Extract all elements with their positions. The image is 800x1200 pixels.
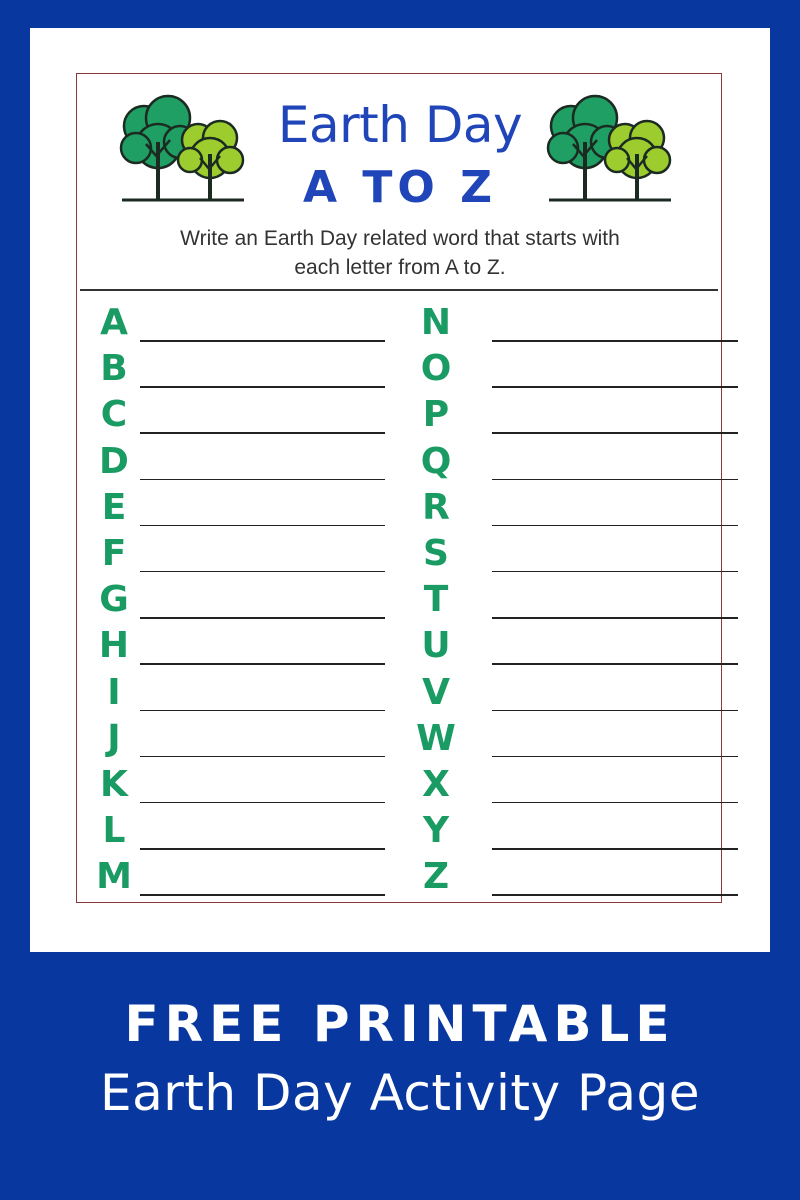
letters-column-left <box>88 300 418 900</box>
answer-row <box>410 716 740 762</box>
row-letter: B <box>100 348 128 390</box>
answer-row <box>88 577 418 623</box>
row-letter: I <box>107 671 121 713</box>
answer-blank-line[interactable] <box>140 848 385 850</box>
row-letter: F <box>101 532 127 574</box>
row-letter: P <box>422 394 450 436</box>
row-letter: O <box>420 348 452 390</box>
row-letter: R <box>422 486 450 528</box>
row-letter: G <box>99 579 129 621</box>
instructions-line: Write an Earth Day related word that starts with <box>180 227 620 250</box>
row-letter: L <box>102 810 126 852</box>
answer-row <box>88 439 418 485</box>
answer-blank-line[interactable] <box>140 479 385 481</box>
answer-row <box>88 392 418 438</box>
answer-row <box>88 854 418 900</box>
answer-blank-line[interactable] <box>492 525 738 527</box>
row-letter: X <box>422 763 450 805</box>
answer-row <box>410 577 740 623</box>
answer-blank-line[interactable] <box>140 894 385 896</box>
answer-row <box>410 300 740 346</box>
answer-blank-line[interactable] <box>492 340 738 342</box>
answer-row <box>410 762 740 808</box>
row-letter: Z <box>422 856 450 898</box>
answer-blank-line[interactable] <box>140 340 385 342</box>
answer-blank-line[interactable] <box>140 571 385 573</box>
row-letter: A <box>100 302 128 343</box>
answer-blank-line[interactable] <box>140 756 385 758</box>
row-letter: Y <box>422 810 450 852</box>
answer-row <box>88 531 418 577</box>
answer-blank-line[interactable] <box>492 663 738 665</box>
answer-blank-line[interactable] <box>140 617 385 619</box>
row-letter: U <box>421 625 451 667</box>
footer-headline: FREE PRINTABLE <box>124 995 676 1053</box>
answer-row <box>88 300 418 346</box>
row-letter: D <box>99 440 129 482</box>
answer-row <box>410 808 740 854</box>
answer-row <box>88 623 418 669</box>
answer-blank-line[interactable] <box>492 432 738 434</box>
row-letter: W <box>416 717 456 759</box>
instructions-line: each letter from A to Z. <box>294 256 506 279</box>
answer-row <box>410 392 740 438</box>
answer-blank-line[interactable] <box>492 894 738 896</box>
answer-blank-line[interactable] <box>492 756 738 758</box>
worksheet-title: Earth Day <box>277 96 523 154</box>
worksheet-subtitle: A TO Z <box>302 162 497 213</box>
row-letter: H <box>98 625 130 667</box>
row-letter: N <box>420 302 452 343</box>
answer-blank-line[interactable] <box>492 571 738 573</box>
answer-row <box>410 531 740 577</box>
row-letter: V <box>422 671 450 713</box>
answer-blank-line[interactable] <box>492 479 738 481</box>
row-letter: S <box>423 532 449 574</box>
answer-blank-line[interactable] <box>492 386 738 388</box>
answer-blank-line[interactable] <box>492 617 738 619</box>
worksheet-page <box>30 28 770 952</box>
answer-row <box>88 485 418 531</box>
answer-row <box>410 670 740 716</box>
worksheet-instructions <box>30 224 770 282</box>
answer-blank-line[interactable] <box>140 663 385 665</box>
answer-row <box>88 346 418 392</box>
row-letter: Q <box>420 440 452 482</box>
footer-subheadline: Earth Day Activity Page <box>99 1064 701 1122</box>
answer-blank-line[interactable] <box>140 802 385 804</box>
answer-row <box>88 762 418 808</box>
answer-row <box>88 808 418 854</box>
answer-row <box>410 854 740 900</box>
answer-row <box>88 670 418 716</box>
answer-blank-line[interactable] <box>140 525 385 527</box>
row-letter: C <box>100 394 128 436</box>
answer-row <box>410 623 740 669</box>
answer-row <box>410 346 740 392</box>
answer-row <box>410 485 740 531</box>
divider <box>80 289 718 291</box>
row-letter: J <box>107 717 121 759</box>
row-letter: T <box>423 579 449 621</box>
answer-blank-line[interactable] <box>140 386 385 388</box>
answer-blank-line[interactable] <box>140 710 385 712</box>
answer-blank-line[interactable] <box>492 710 738 712</box>
row-letter: M <box>96 856 132 898</box>
answer-blank-line[interactable] <box>492 802 738 804</box>
answer-row <box>88 716 418 762</box>
answer-row <box>410 439 740 485</box>
row-letter: E <box>101 486 127 528</box>
letters-column-right <box>410 300 740 900</box>
answer-blank-line[interactable] <box>492 848 738 850</box>
answer-blank-line[interactable] <box>140 432 385 434</box>
row-letter: K <box>100 763 128 805</box>
